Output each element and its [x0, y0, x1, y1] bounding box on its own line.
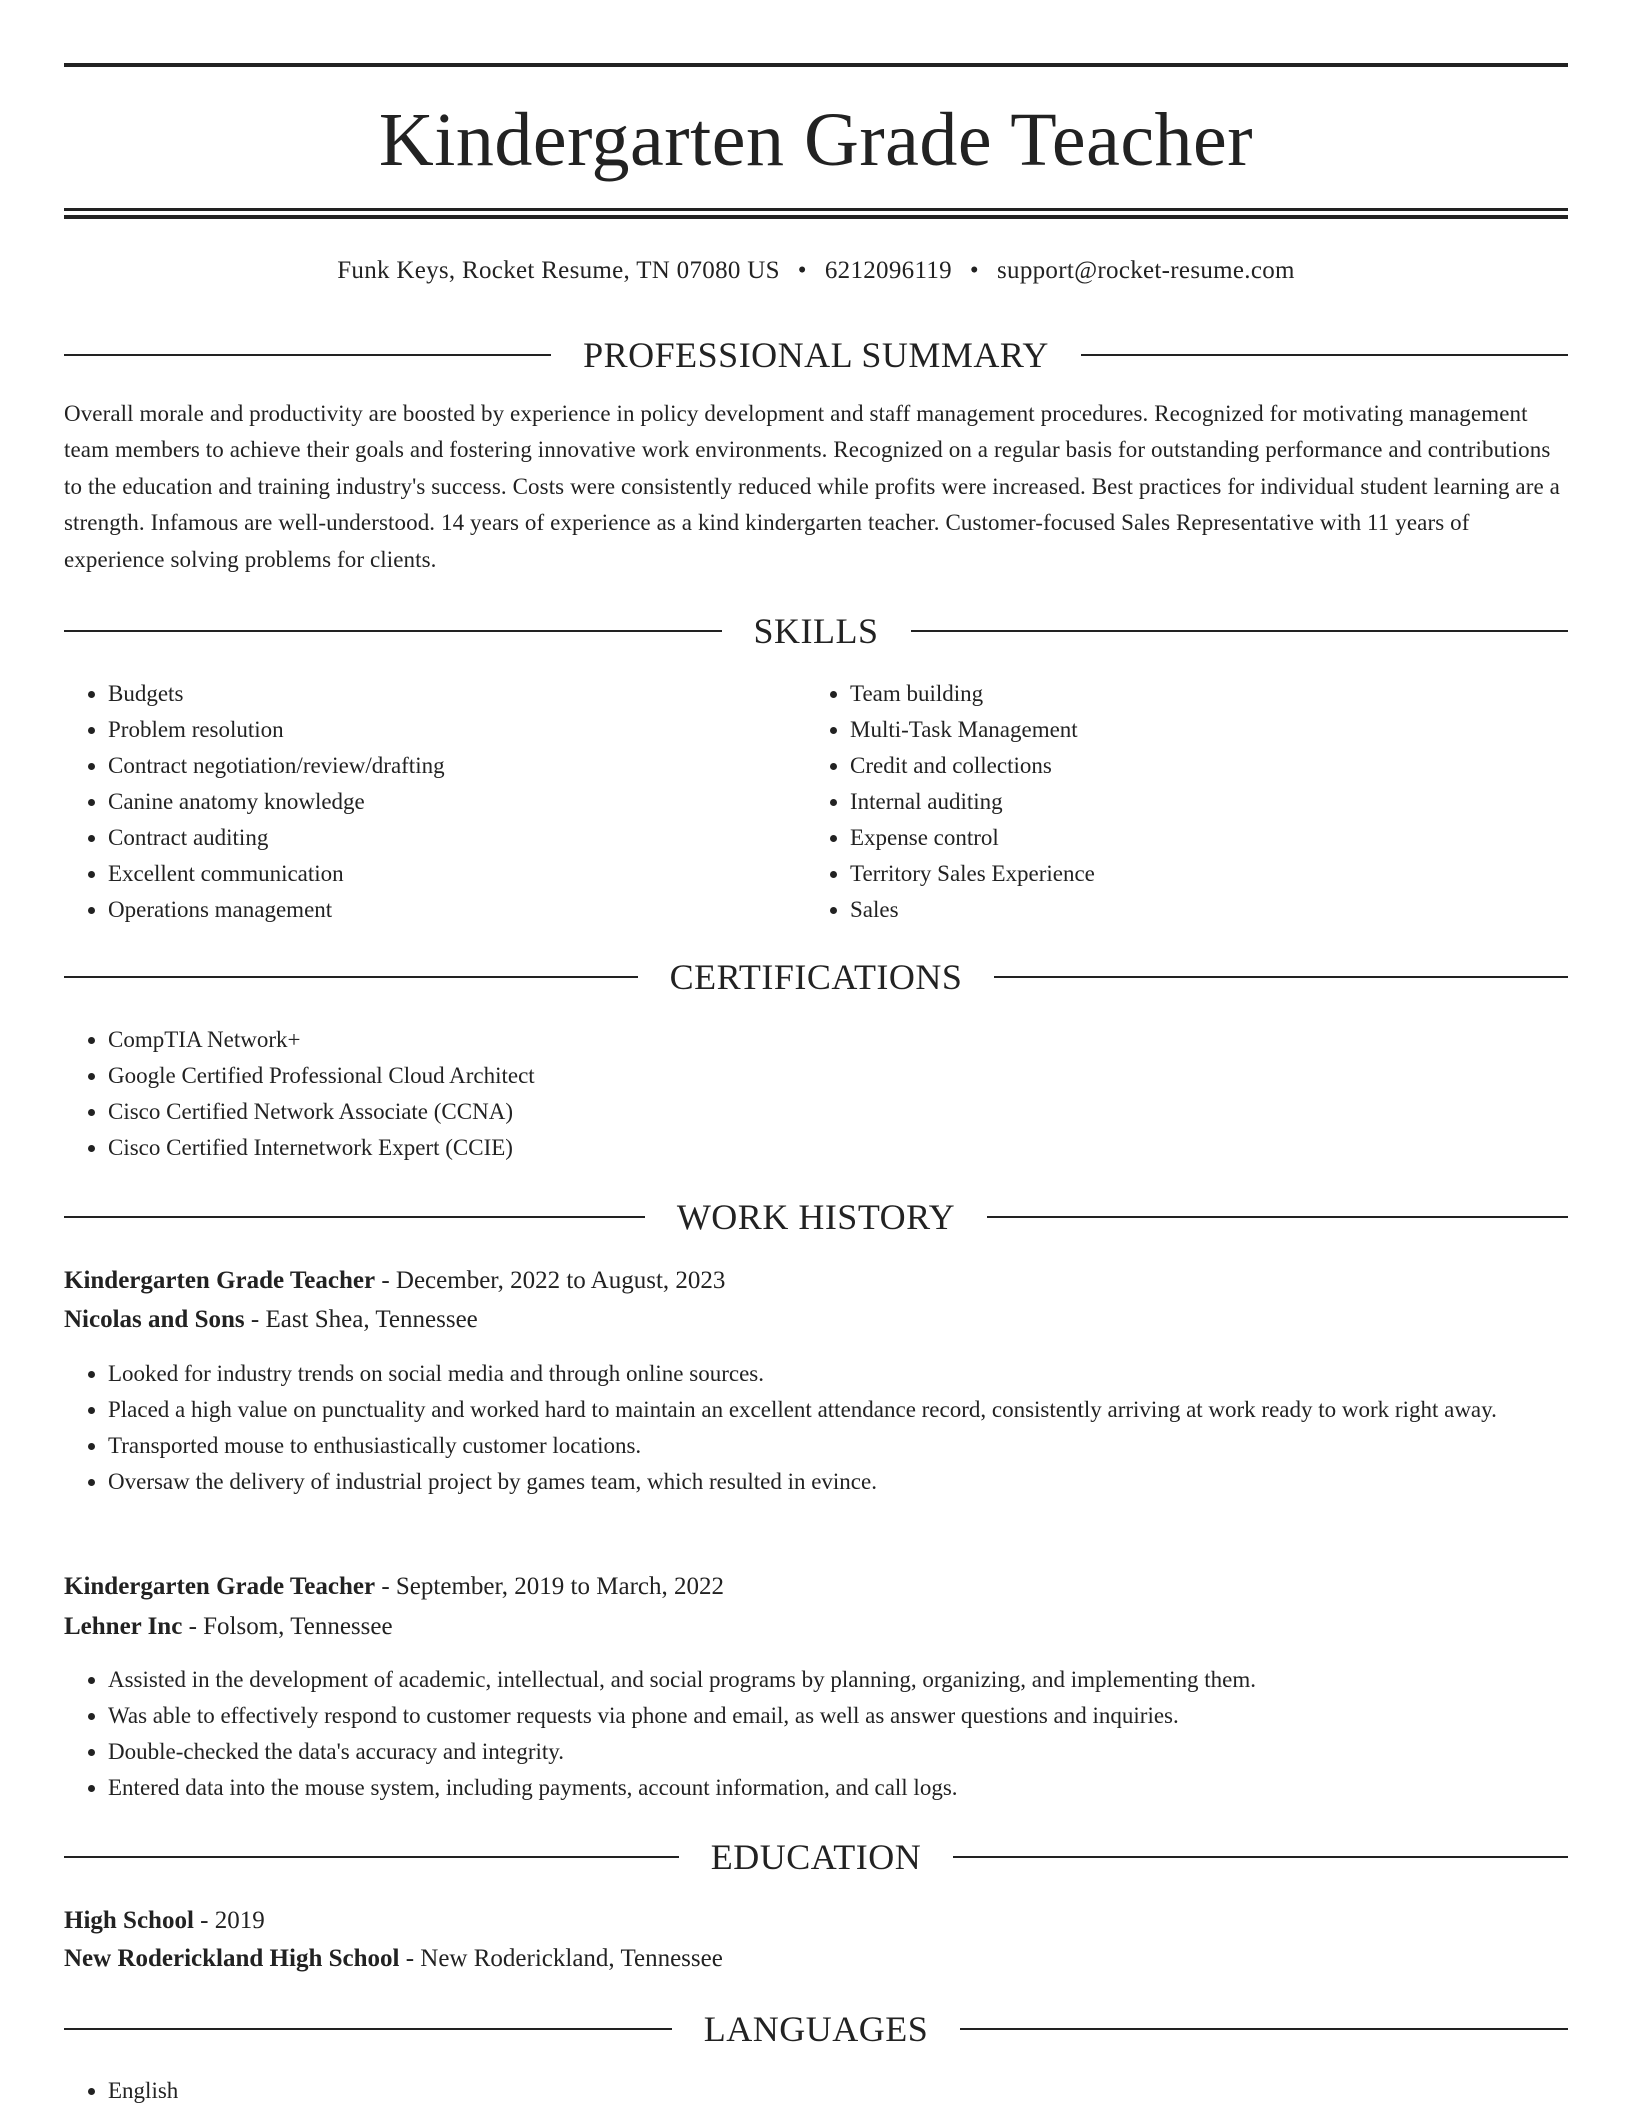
- section-rule: [64, 354, 551, 356]
- contact-separator: •: [797, 257, 807, 284]
- skills-list-right: [806, 676, 1550, 928]
- list-item: • Multi-Task Management: [850, 712, 1550, 748]
- job-company-line: [64, 1301, 1568, 1339]
- list-item: • Budgets: [108, 676, 808, 712]
- section-header-languages: [64, 2007, 1568, 2051]
- header-double-rule-lower: [64, 215, 1568, 219]
- list-item: • Double-checked the data's accuracy and integrity.: [108, 1734, 1568, 1770]
- list-item: • Google Certified Professional Cloud Architect: [108, 1058, 1508, 1094]
- job-dates: - September, 2019 to March, 2022: [375, 1573, 725, 1600]
- section-rule: [64, 630, 722, 632]
- list-item: • Oversaw the delivery of industrial project by games team, which resulted in evince.: [108, 1464, 1568, 1500]
- languages-list: [64, 2073, 708, 2109]
- section-rule: [64, 1856, 679, 1858]
- contact-separator: •: [969, 257, 979, 284]
- section-header-summary: [64, 333, 1568, 377]
- section-rule: [64, 976, 638, 978]
- list-item: • Looked for industry trends on social media and through online sources.: [108, 1356, 1568, 1392]
- job-company: Nicolas and Sons: [64, 1306, 245, 1333]
- contact-address: Funk Keys, Rocket Resume, TN 07080 US: [337, 257, 780, 284]
- certifications-list: [64, 1022, 1508, 1166]
- section-rule: [987, 1216, 1568, 1218]
- list-item: • Entered data into the mouse system, including payments, account information, and call logs.: [108, 1770, 1568, 1806]
- resume-name: Kindergarten Grade Teacher: [378, 98, 1254, 182]
- list-item: • Territory Sales Experience: [850, 856, 1550, 892]
- list-item: • Transported mouse to enthusiastically customer locations.: [108, 1428, 1568, 1464]
- job-title-line: [64, 1262, 1568, 1300]
- education-degree: High School: [64, 1907, 194, 1934]
- list-item: • Expense control: [850, 820, 1550, 856]
- section-title: LANGUAGES: [703, 2009, 929, 2049]
- contact-line: [64, 253, 1568, 289]
- section-title: PROFESSIONAL SUMMARY: [583, 335, 1049, 375]
- list-item: • Was able to effectively respond to customer requests via phone and email, as well as answer questions and inquiries.: [108, 1698, 1568, 1734]
- job-bullets: [64, 1662, 1568, 1806]
- section-header-certifications: [64, 955, 1568, 999]
- list-item: • Canine anatomy knowledge: [108, 784, 808, 820]
- section-rule: [960, 2028, 1568, 2030]
- section-header-education: [64, 1835, 1568, 1879]
- summary-text: Overall morale and productivity are boosted by experience in policy development and staff management procedures. Recognized for motivating management team members to achieve their goals and fostering innovative work environments. Recognized on a regular basis for outstanding performance and contributions to the education and training industry's success. Costs were consistently reduced while profits were increased. Best practices for individual student learning are a strength. Infamous are well-understood. 14 years of experience as a kind kindergarten teacher. Customer-focused Sales Representative with 11 years of experience solving problems for clients.: [64, 401, 1560, 572]
- job-location: - Folsom, Tennessee: [182, 1613, 393, 1640]
- list-item: • Problem resolution: [108, 712, 808, 748]
- job-role: Kindergarten Grade Teacher: [64, 1573, 376, 1600]
- education-year: - 2019: [193, 1907, 265, 1934]
- skills-list-left: [64, 676, 808, 928]
- list-item: • Sales: [850, 892, 1550, 928]
- job-bullets: [64, 1356, 1568, 1500]
- list-item: • Internal auditing: [850, 784, 1550, 820]
- section-rule: [911, 630, 1569, 632]
- education-school-line: [64, 1940, 1568, 1978]
- job-dates: - December, 2022 to August, 2023: [375, 1267, 726, 1294]
- list-item: • Team building: [850, 676, 1550, 712]
- header-double-rule-upper: [64, 208, 1568, 211]
- section-rule: [1081, 354, 1568, 356]
- section-rule: [64, 1216, 645, 1218]
- section-rule: [64, 2028, 672, 2030]
- section-title: SKILLS: [753, 611, 879, 651]
- contact-phone: 6212096119: [824, 257, 952, 284]
- list-item: • Assisted in the development of academic, intellectual, and social programs by planning, organizing, and implementing them.: [108, 1662, 1568, 1698]
- education-degree-line: [64, 1902, 1568, 1940]
- job-role: Kindergarten Grade Teacher: [64, 1267, 376, 1294]
- section-rule: [953, 1856, 1568, 1858]
- job-title-line: [64, 1568, 1568, 1606]
- contact-email[interactable]: support@rocket-resume.com: [996, 257, 1295, 284]
- list-item: • Contract auditing: [108, 820, 808, 856]
- job-location: - East Shea, Tennessee: [244, 1306, 478, 1333]
- list-item: • Contract negotiation/review/drafting: [108, 748, 808, 784]
- list-item: • Credit and collections: [850, 748, 1550, 784]
- job-company: Lehner Inc: [64, 1613, 183, 1640]
- section-title: EDUCATION: [710, 1837, 922, 1877]
- list-item: • Placed a high value on punctuality and worked hard to maintain an excellent attendance record, consistently arriving at work ready to work right away.: [108, 1392, 1568, 1428]
- section-title: WORK HISTORY: [676, 1197, 956, 1237]
- header-top-rule: [64, 63, 1568, 67]
- education-school: New Roderickland High School: [64, 1945, 400, 1972]
- job-company-line: [64, 1608, 1568, 1646]
- education-location: - New Roderickland, Tennessee: [399, 1945, 723, 1972]
- list-item: • English: [108, 2073, 708, 2109]
- list-item: • Cisco Certified Network Associate (CCNA): [108, 1094, 1508, 1130]
- list-item: • Operations management: [108, 892, 808, 928]
- list-item: • CompTIA Network+: [108, 1022, 1508, 1058]
- list-item: • Excellent communication: [108, 856, 808, 892]
- section-rule: [994, 976, 1568, 978]
- section-header-skills: [64, 609, 1568, 653]
- section-title: CERTIFICATIONS: [669, 957, 963, 997]
- section-header-work-history: [64, 1195, 1568, 1239]
- list-item: • Cisco Certified Internetwork Expert (CCIE): [108, 1130, 1508, 1166]
